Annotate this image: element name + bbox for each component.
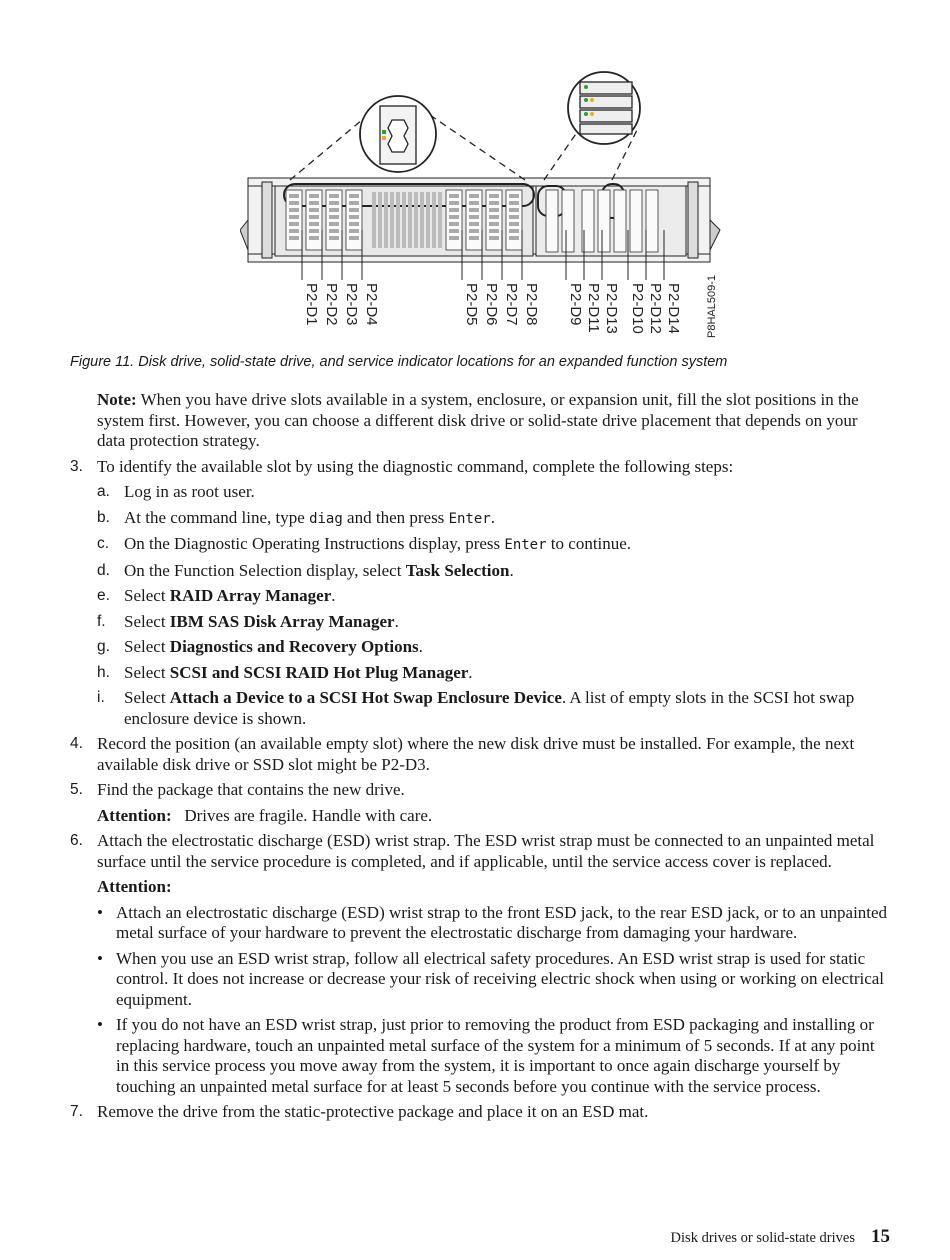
bullet-text: If you do not have an ESD wrist strap, just prior to removing the product from ESD packaging and installing or replacing hardware, touch an unpainted metal surface of the system for a minimum of 5 seconds. If at any point in this service process you move away from the system, it is important to once again discharge yourself by touching an unpainted metal surface for at least 5 seconds before you continue with the service process. — [116, 1015, 875, 1096]
drive-vent — [289, 236, 299, 240]
drive-bay — [326, 190, 342, 250]
attention-text: Drives are fragile. Handle with care. — [171, 805, 433, 825]
substep-text: to continue. — [546, 534, 632, 553]
drive-vent — [489, 215, 499, 219]
drive-bay — [466, 190, 482, 250]
figure-caption: Figure 11. Disk drive, solid-state drive, and service indicator locations for an expanded function system — [70, 354, 728, 370]
drive-vent — [509, 222, 519, 226]
slot-label: P2-D4 — [363, 283, 380, 326]
substep-letter: g. — [97, 638, 110, 655]
drive-vent — [509, 215, 519, 219]
drive-vent — [489, 236, 499, 240]
slot-label: P2-D7 — [503, 283, 520, 326]
bullet-item — [97, 1015, 890, 1097]
vent-grille — [384, 192, 388, 248]
substep-text: . — [468, 662, 473, 682]
menu-option: SCSI and SCSI RAID Hot Plug Manager — [169, 662, 469, 682]
substep-text: Select — [124, 662, 170, 682]
drive-bay — [506, 190, 522, 250]
vent-grille — [372, 192, 376, 248]
drive-vent — [449, 201, 459, 205]
vent-grille — [378, 192, 382, 248]
procedure-content — [70, 390, 890, 1128]
substep-text: . — [490, 507, 495, 527]
ssd-bay — [630, 190, 642, 252]
drive-vent — [349, 229, 359, 233]
ssd-bay — [598, 190, 610, 252]
drive-vent — [489, 208, 499, 212]
slot-label: P2-D14 — [665, 283, 682, 334]
substep-b — [97, 508, 890, 530]
step-text: To identify the available slot by using the diagnostic command, complete the following steps: — [97, 456, 734, 476]
substep-letter: d. — [97, 561, 110, 579]
slot-label: P2-D6 — [483, 283, 500, 326]
vent-grille — [432, 192, 436, 248]
menu-option: Task Selection — [405, 560, 510, 580]
substep-text: Log in as root user. — [124, 482, 255, 501]
substep-text: . — [418, 637, 423, 656]
step-number: 7. — [70, 1103, 83, 1120]
substep-text: At the command line, type — [124, 507, 310, 527]
substep-i — [97, 688, 890, 729]
drive-vent — [449, 222, 459, 226]
step-text: Attach the electrostatic discharge (ESD) wrist strap. The ESD wrist strap must be connected to an unpainted metal surface until the service procedure is completed, and if applicable, until the service access cover is replaced. — [97, 831, 875, 871]
substep-letter: e. — [97, 587, 110, 604]
magnifier-drive-led — [290, 96, 525, 180]
slot-label: P2-D5 — [463, 283, 480, 326]
menu-option: Diagnostics and Recovery Options — [169, 637, 419, 656]
bullet-item — [97, 903, 890, 944]
drive-bay — [446, 190, 462, 250]
step-4 — [70, 734, 890, 775]
footer-section-title: Disk drives or solid-state drives — [670, 1230, 855, 1246]
substep-text: . — [509, 560, 514, 580]
substep-text: Select — [124, 611, 170, 631]
slot-label: P2-D1 — [303, 283, 320, 326]
drive-vent — [329, 208, 339, 212]
drive-vent — [509, 194, 519, 198]
vent-grille — [414, 192, 418, 248]
drive-vent — [449, 194, 459, 198]
substep-text: On the Function Selection display, select — [124, 560, 406, 580]
drive-vent — [289, 208, 299, 212]
step-text: Find the package that contains the new drive. — [97, 780, 405, 799]
drive-vent — [349, 222, 359, 226]
drive-vent — [329, 201, 339, 205]
substep-letter: i. — [97, 689, 105, 706]
bullet-item — [97, 949, 890, 1011]
drive-vent — [329, 215, 339, 219]
substep-text: Select — [124, 688, 170, 707]
note-label: Note: — [97, 390, 137, 409]
drive-vent — [329, 222, 339, 226]
page-footer — [671, 1226, 890, 1248]
drive-vent — [489, 229, 499, 233]
menu-option: IBM SAS Disk Array Manager — [169, 611, 395, 631]
ssd-bay — [546, 190, 558, 252]
vent-grille — [438, 192, 442, 248]
drive-vent — [349, 194, 359, 198]
substep-letter: c. — [97, 535, 110, 552]
step-7 — [70, 1102, 890, 1123]
vent-grille — [402, 192, 406, 248]
vent-grille — [426, 192, 430, 248]
drive-vent — [449, 208, 459, 212]
drive-vent — [469, 194, 479, 198]
drive-vent — [509, 229, 519, 233]
substep-text: and then press — [342, 507, 449, 527]
substep-text: Select — [124, 637, 170, 656]
step-6 — [70, 831, 890, 1097]
step-text: Remove the drive from the static-protective package and place it on an ESD mat. — [97, 1102, 649, 1121]
slot-label: P2-D13 — [603, 283, 620, 334]
step-number: 3. — [70, 457, 83, 475]
substep-text: . — [394, 611, 399, 631]
substep-text: . A list of empty slots in the SCSI hot swap enclosure device is shown. — [124, 688, 855, 728]
slot-label: P2-D2 — [323, 283, 340, 326]
drive-vent — [509, 208, 519, 212]
figure-id: P8HAL509-1 — [706, 275, 718, 338]
bullet-dot: • — [97, 948, 103, 968]
substep-a — [97, 482, 890, 503]
drive-vent — [329, 194, 339, 198]
step-5 — [70, 780, 890, 826]
vent-grille — [420, 192, 424, 248]
substep-h — [97, 663, 890, 684]
magnifier-ssd-led — [544, 72, 640, 180]
drive-vent — [329, 236, 339, 240]
drive-bay — [306, 190, 322, 250]
drive-vent — [349, 215, 359, 219]
drive-vent — [289, 194, 299, 198]
drive-vent — [289, 215, 299, 219]
drive-vent — [449, 229, 459, 233]
vent-grille — [408, 192, 412, 248]
vent-grille — [390, 192, 394, 248]
attention-label: Attention: — [97, 805, 172, 825]
drive-vent — [309, 229, 319, 233]
note-text: When you have drive slots available in a system, enclosure, or expansion unit, fill the slot positions in the system first. However, you can choose a different disk drive or solid-state drive placement that depends on your data protection strategy. — [97, 390, 859, 450]
substep-text: On the Diagnostic Operating Instructions display, press — [124, 534, 505, 553]
drive-vent — [309, 201, 319, 205]
drive-vent — [329, 229, 339, 233]
drive-vent — [349, 236, 359, 240]
bullet-text: Attach an electrostatic discharge (ESD) wrist strap to the front ESD jack, to the rear ESD jack, or to an unpainted metal surface of your hardware to prevent the electrostatic discharge from damaging your hardware. — [116, 902, 888, 942]
drive-vent — [449, 215, 459, 219]
menu-option: RAID Array Manager — [169, 586, 332, 605]
vent-grille — [396, 192, 400, 248]
slot-label: P2-D9 — [567, 283, 584, 326]
attention-label: Attention: — [97, 877, 172, 896]
substep-text: . — [331, 586, 336, 605]
slot-label: P2-D8 — [523, 283, 540, 326]
slot-label: P2-D3 — [343, 283, 360, 326]
substep-letter: h. — [97, 663, 110, 681]
key-enter: Enter — [448, 510, 491, 527]
substep-text: Select — [124, 586, 170, 605]
drive-vent — [469, 208, 479, 212]
step-number: 6. — [70, 832, 83, 849]
drive-bay — [286, 190, 302, 250]
ssd-bay — [562, 190, 574, 252]
drive-bay — [346, 190, 362, 250]
substep-letter: b. — [97, 508, 110, 526]
drive-vent — [349, 201, 359, 205]
slot-label: P2-D10 — [629, 283, 646, 334]
step-number: 4. — [70, 735, 83, 752]
bullet-text: When you use an ESD wrist strap, follow all electrical safety procedures. An ESD wrist strap is used for static control. It does not increase or decrease your risk of receiving electric shock when using or working on electrical equipment. — [116, 948, 885, 1009]
slot-labels — [303, 283, 682, 334]
drive-vent — [489, 194, 499, 198]
key-enter: Enter — [504, 537, 547, 553]
drive-vent — [469, 222, 479, 226]
step-3 — [70, 457, 890, 730]
drive-vent — [469, 215, 479, 219]
drive-vent — [309, 222, 319, 226]
drive-vent — [469, 201, 479, 205]
substep-letter: a. — [97, 483, 110, 500]
drive-vent — [349, 208, 359, 212]
attention — [97, 806, 890, 827]
drive-vent — [449, 236, 459, 240]
drive-vent — [289, 229, 299, 233]
drive-vent — [469, 229, 479, 233]
drive-vent — [489, 201, 499, 205]
left-drive-slots — [286, 190, 522, 250]
page-number: 15 — [871, 1226, 890, 1247]
substep-e — [97, 586, 890, 607]
step-text: Record the position (an available empty slot) where the new disk drive must be installed. For example, the next available disk drive or SSD slot might be P2-D3. — [97, 734, 855, 774]
substep-d — [97, 561, 890, 582]
slot-label: P2-D11 — [585, 283, 602, 333]
drive-vent — [289, 201, 299, 205]
ssd-bay — [646, 190, 658, 252]
bullet-dot: • — [97, 902, 103, 922]
drive-bay — [486, 190, 502, 250]
drive-vent — [489, 222, 499, 226]
drive-vent — [309, 208, 319, 212]
menu-option: Attach a Device to a SCSI Hot Swap Enclosure Device — [169, 688, 562, 707]
bullet-dot: • — [97, 1015, 103, 1034]
drive-vent — [289, 222, 299, 226]
substep-f — [97, 612, 890, 633]
drive-vent — [509, 236, 519, 240]
note — [70, 390, 890, 452]
slot-label: P2-D12 — [647, 283, 664, 334]
drive-vent — [469, 236, 479, 240]
step-number: 5. — [70, 781, 83, 798]
drive-vent — [309, 194, 319, 198]
drive-vent — [309, 236, 319, 240]
drive-vent — [309, 215, 319, 219]
ssd-bay — [614, 190, 626, 252]
server-front-figure — [240, 70, 730, 345]
command-diag: diag — [309, 510, 343, 527]
substep-c — [97, 534, 890, 556]
substep-letter: f. — [97, 612, 106, 630]
drive-vent — [509, 201, 519, 205]
substep-g — [97, 637, 890, 658]
